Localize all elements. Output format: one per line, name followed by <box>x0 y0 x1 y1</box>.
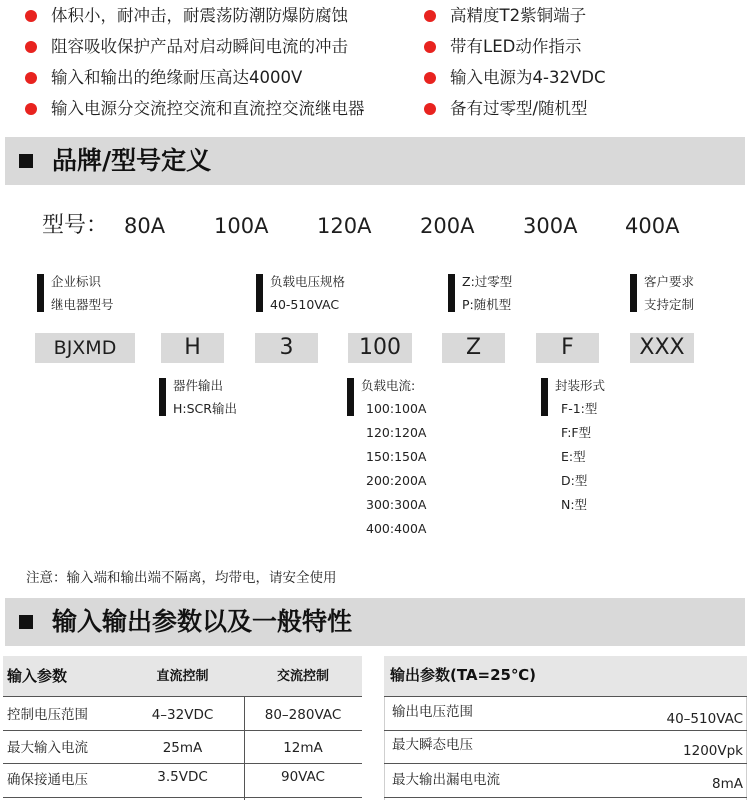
output-row-label: 最大输出漏电电流 <box>392 772 500 788</box>
table-rule <box>3 763 362 764</box>
package-item: D:型 <box>561 473 588 488</box>
package-item: N:型 <box>561 497 588 512</box>
bullet-dot-icon <box>25 10 37 22</box>
note-text: P:随机型 <box>462 297 512 312</box>
note-text: 40-510VAC <box>270 297 340 312</box>
feature-item <box>450 99 588 119</box>
feature-item <box>51 6 348 26</box>
feature-text: 带有LED动作指示 <box>450 37 582 56</box>
note-custom <box>630 273 740 315</box>
table-rule <box>384 730 747 731</box>
feature-item <box>51 99 365 119</box>
feature-text: 体积小，耐冲击，耐震荡防潮防爆防腐蚀 <box>51 6 348 25</box>
package-item: F-1:型 <box>561 401 598 416</box>
output-row-label: 输出电压范围 <box>392 704 473 720</box>
note-text: 封装形式 <box>555 378 606 393</box>
table-rule <box>384 763 747 764</box>
feature-item <box>450 37 581 57</box>
feature-item <box>450 6 586 26</box>
output-table-title: 输出参数(TA=25℃) <box>390 666 536 684</box>
code-box-package: F <box>536 333 599 363</box>
note-output-type <box>159 377 279 419</box>
load-current-item: 120:120A <box>366 425 427 440</box>
model-item: 300A <box>523 214 578 238</box>
table-rule <box>3 696 362 697</box>
note-text: 负载电流: <box>361 378 416 393</box>
feature-text: 输入电源为4-32VDC <box>450 68 606 87</box>
bullet-dot-icon <box>424 10 436 22</box>
input-col-ac: 交流控制 <box>276 669 329 684</box>
code-box-output: H <box>161 333 224 363</box>
section-title: 输入输出参数以及一般特性 <box>52 607 353 636</box>
input-row-label: 控制电压范围 <box>7 707 88 723</box>
note-text: 器件输出 <box>173 378 224 393</box>
code-box-mode: Z <box>442 333 505 363</box>
code-box-input: 3 <box>255 333 318 363</box>
section-header-brand <box>5 137 745 185</box>
note-text: 负载电压规格 <box>270 274 346 289</box>
table-divider <box>244 696 245 800</box>
bullet-dot-icon <box>424 41 436 53</box>
load-current-item: 150:150A <box>366 449 427 464</box>
code-box-current: 100 <box>348 333 412 363</box>
table-rule <box>3 797 362 798</box>
safety-warning: 注意：输入端和输出端不隔离，均带电，请安全使用 <box>26 570 337 586</box>
model-item: 80A <box>124 214 166 238</box>
square-bullet-icon <box>19 154 33 168</box>
bullet-dot-icon <box>25 103 37 115</box>
package-item: E:型 <box>561 449 586 464</box>
section-title: 品牌/型号定义 <box>52 146 212 175</box>
note-marker <box>541 378 548 416</box>
feature-item <box>51 37 348 57</box>
feature-text: 阻容吸收保护产品对启动瞬间电流的冲击 <box>51 37 348 56</box>
input-row-ac: 12mA <box>283 740 323 756</box>
note-text: H:SCR输出 <box>173 401 237 416</box>
output-row-label: 最大瞬态电压 <box>392 737 473 753</box>
feature-text: 输入和输出的绝缘耐压高达4000V <box>51 68 303 87</box>
input-row-dc: 25mA <box>162 740 203 756</box>
note-voltage <box>256 273 386 315</box>
note-text: 客户要求 <box>644 274 695 289</box>
input-row-dc: 3.5VDC <box>157 769 208 785</box>
feature-item <box>450 68 605 88</box>
load-current-item: 400:400A <box>366 521 427 536</box>
note-text: 企业标识 <box>51 274 102 289</box>
feature-text: 备有过零型/随机型 <box>450 99 588 118</box>
feature-text: 输入电源分交流控交流和直流控交流继电器 <box>51 99 365 118</box>
note-marker <box>448 274 455 312</box>
model-label: 型号： <box>42 213 109 238</box>
input-col-dc: 直流控制 <box>156 669 209 684</box>
output-row-value: 1200Vpk <box>683 743 743 759</box>
input-row-dc: 4–32VDC <box>151 707 214 723</box>
input-row-ac: 80–280VAC <box>264 707 342 723</box>
code-box-series: BJXMD <box>35 333 135 363</box>
bullet-dot-icon <box>424 103 436 115</box>
note-marker <box>630 274 637 312</box>
input-row-label: 确保接通电压 <box>7 772 88 788</box>
model-item: 120A <box>317 214 372 238</box>
note-marker <box>347 378 354 416</box>
note-marker <box>256 274 263 312</box>
output-row-value: 8mA <box>712 776 743 792</box>
note-text: 支持定制 <box>644 297 695 312</box>
note-zero-crossing <box>448 273 558 315</box>
table-rule <box>3 730 362 731</box>
bullet-dot-icon <box>424 72 436 84</box>
note-series <box>37 273 157 315</box>
package-item: F:F型 <box>561 425 592 440</box>
note-package <box>541 377 661 419</box>
note-marker <box>37 274 44 312</box>
input-row-label: 最大输入电流 <box>7 740 88 756</box>
note-marker <box>159 378 166 416</box>
load-current-item: 100:100A <box>366 401 427 416</box>
note-text: 继电器型号 <box>51 297 114 312</box>
table-rule <box>384 797 747 798</box>
feature-item <box>51 68 302 88</box>
note-text: Z:过零型 <box>462 274 513 289</box>
square-bullet-icon <box>19 615 33 629</box>
code-box-custom: XXX <box>630 333 694 363</box>
section-header-params <box>5 598 745 646</box>
table-rule <box>384 696 747 697</box>
load-current-item: 200:200A <box>366 473 427 488</box>
input-table-title: 输入参数 <box>7 667 68 685</box>
model-item: 200A <box>420 214 475 238</box>
model-item: 400A <box>625 214 680 238</box>
model-item: 100A <box>214 214 269 238</box>
bullet-dot-icon <box>25 41 37 53</box>
output-row-value: 40–510VAC <box>666 711 743 727</box>
feature-list <box>0 0 750 128</box>
load-current-item: 300:300A <box>366 497 427 512</box>
input-row-ac: 90VAC <box>281 769 325 785</box>
bullet-dot-icon <box>25 72 37 84</box>
feature-text: 高精度T2紫铜端子 <box>450 6 587 25</box>
